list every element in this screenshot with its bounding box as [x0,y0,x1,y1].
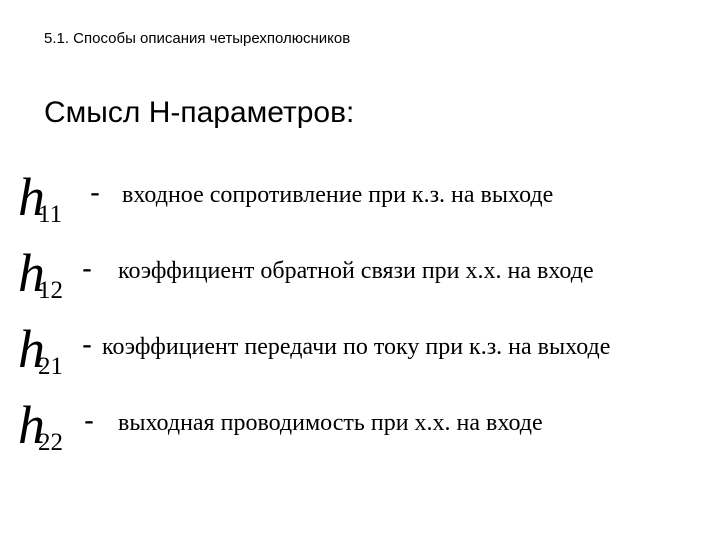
param-symbol: h [18,395,45,455]
param-row-h11 [0,167,720,250]
param-symbol: h [18,167,45,227]
param-dash: - [82,252,92,285]
param-description: входное сопротивление при к.з. на выходе [122,182,554,208]
param-row-h22 [0,395,720,478]
param-description: коэффициент передачи по току при к.з. на выходе [102,334,611,360]
param-symbol: h [18,319,45,379]
param-row-h21 [0,319,720,402]
param-index: 11 [38,201,63,228]
section-header: 5.1. Способы описания четырехполюсников [44,30,351,47]
param-index: 21 [38,353,63,380]
param-dash: - [82,328,92,361]
param-description: выходная проводимость при х.х. на входе [118,410,543,436]
param-index: 22 [38,429,63,456]
param-dash: - [90,176,100,209]
slide-title: Смысл Н-параметров: [44,96,355,129]
param-dash: - [84,404,94,437]
param-symbol: h [18,243,45,303]
param-index: 12 [38,277,63,304]
param-description: коэффициент обратной связи при х.х. на входе [118,258,594,284]
param-row-h12 [0,243,720,326]
